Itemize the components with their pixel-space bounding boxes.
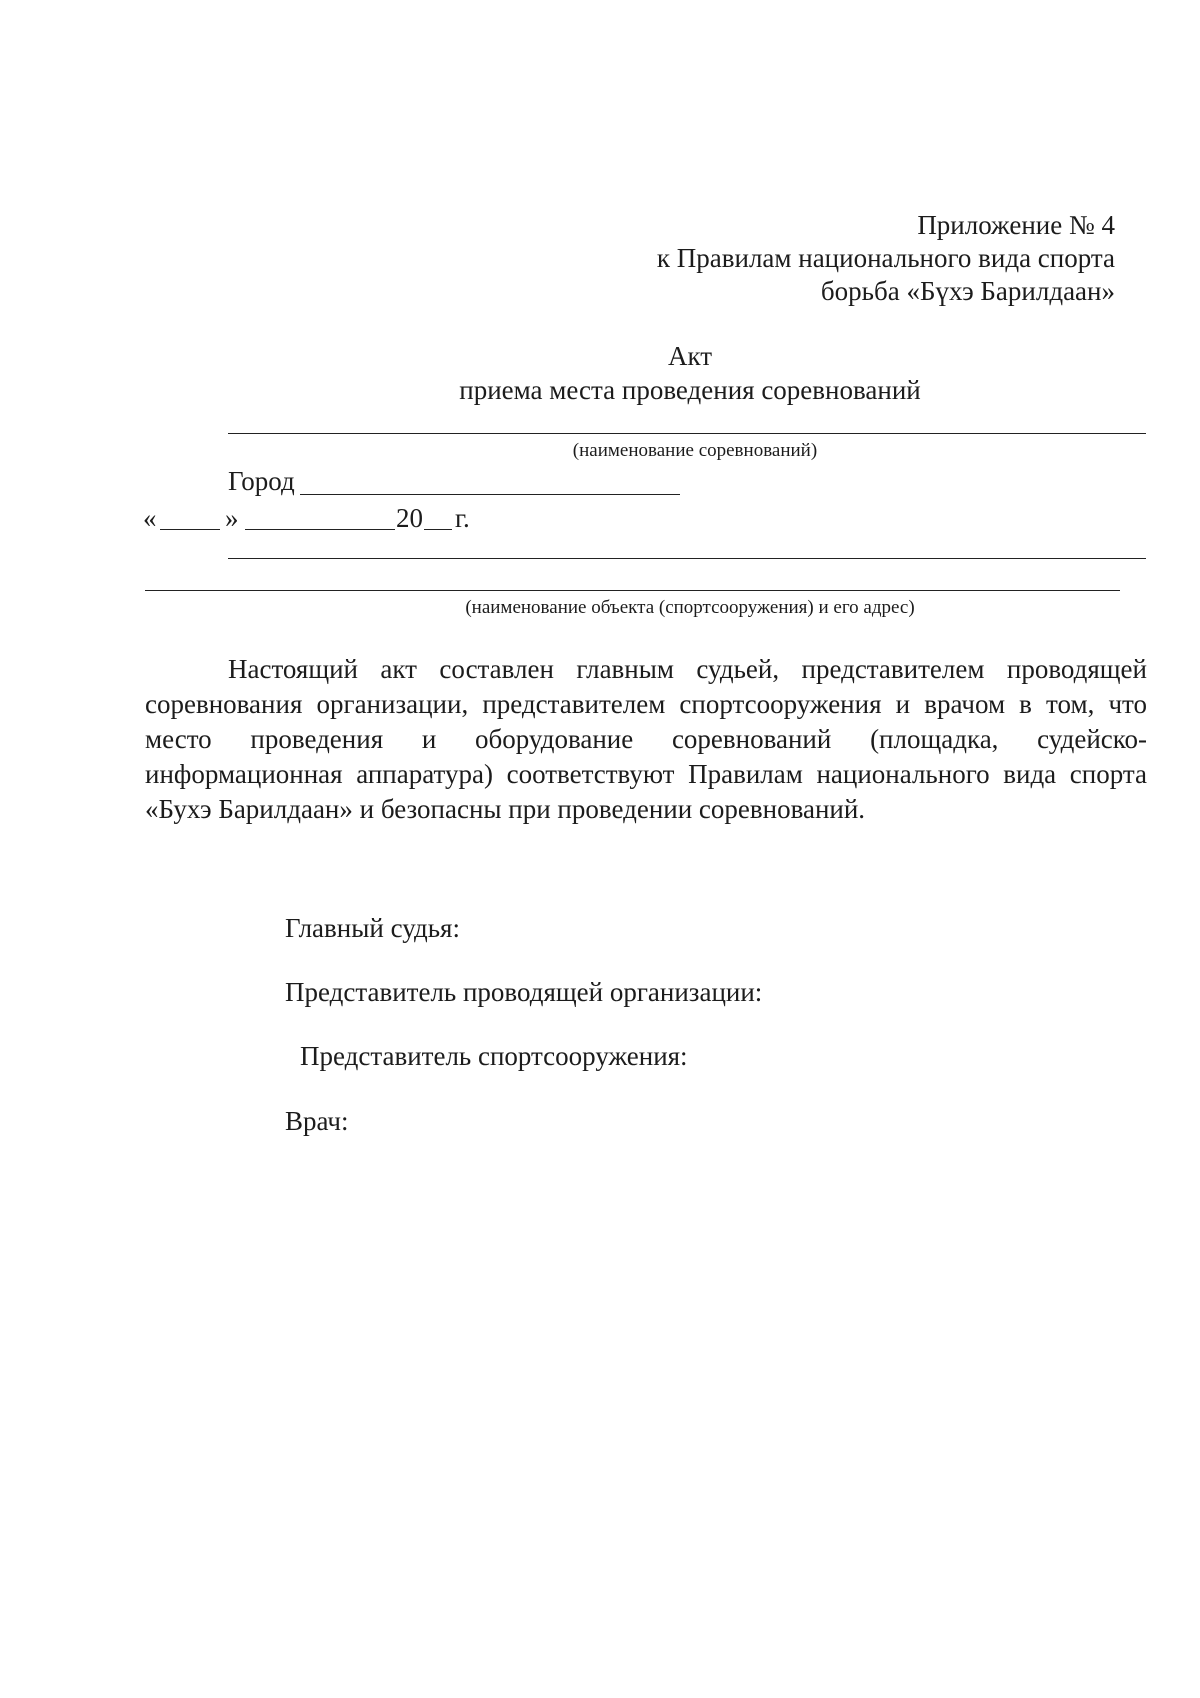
- date-open-quote: «: [143, 503, 157, 533]
- act-body-paragraph: [145, 652, 1147, 827]
- appendix-sport-name: борьба «Бүхэ Барилдаан»: [820, 276, 1115, 306]
- act-body-line: «Бухэ Барилдаан» и безопасны при проведении соревнований.: [145, 794, 866, 824]
- date-year-line[interactable]: [424, 529, 452, 530]
- act-body-line: Настоящий акт составлен главным судьей, представителем проводящей: [228, 654, 1147, 684]
- act-body-line: информационная аппаратура) соответствуют Правилам национального вида спорта: [145, 759, 1147, 789]
- object-name-line-2[interactable]: [145, 590, 1120, 591]
- signature-organizer-rep: Представитель проводящей организации:: [285, 977, 763, 1007]
- competition-name-caption: (наименование соревнований): [572, 440, 818, 461]
- date-year-prefix: 20: [396, 503, 423, 533]
- appendix-number: Приложение № 4: [917, 210, 1115, 240]
- date-day-line[interactable]: [160, 529, 220, 530]
- date-close-quote: »: [225, 503, 239, 533]
- document-title: Акт: [667, 341, 713, 371]
- signature-doctor: Врач:: [285, 1106, 349, 1136]
- signature-chief-judge: Главный судья:: [285, 913, 460, 943]
- date-month-line[interactable]: [245, 529, 395, 530]
- city-label: Город: [228, 466, 295, 496]
- signature-facility-rep: Представитель спортсооружения:: [300, 1041, 688, 1071]
- competition-name-line[interactable]: [228, 433, 1146, 434]
- document-subtitle: приема места проведения соревнований: [459, 375, 921, 405]
- object-name-caption: (наименование объекта (спортсооружения) и его адрес): [465, 597, 915, 618]
- appendix-rules-ref: к Правилам национального вида спорта: [656, 243, 1115, 273]
- act-body-line: соревнования организации, представителем спортсооружения и врачом в том, что: [145, 689, 1147, 719]
- object-name-line-1[interactable]: [228, 558, 1146, 559]
- date-year-suffix: г.: [455, 503, 470, 533]
- act-body-line: место проведения и оборудование соревнований (площадка, судейско-: [145, 724, 1147, 754]
- city-field-line[interactable]: [300, 494, 680, 495]
